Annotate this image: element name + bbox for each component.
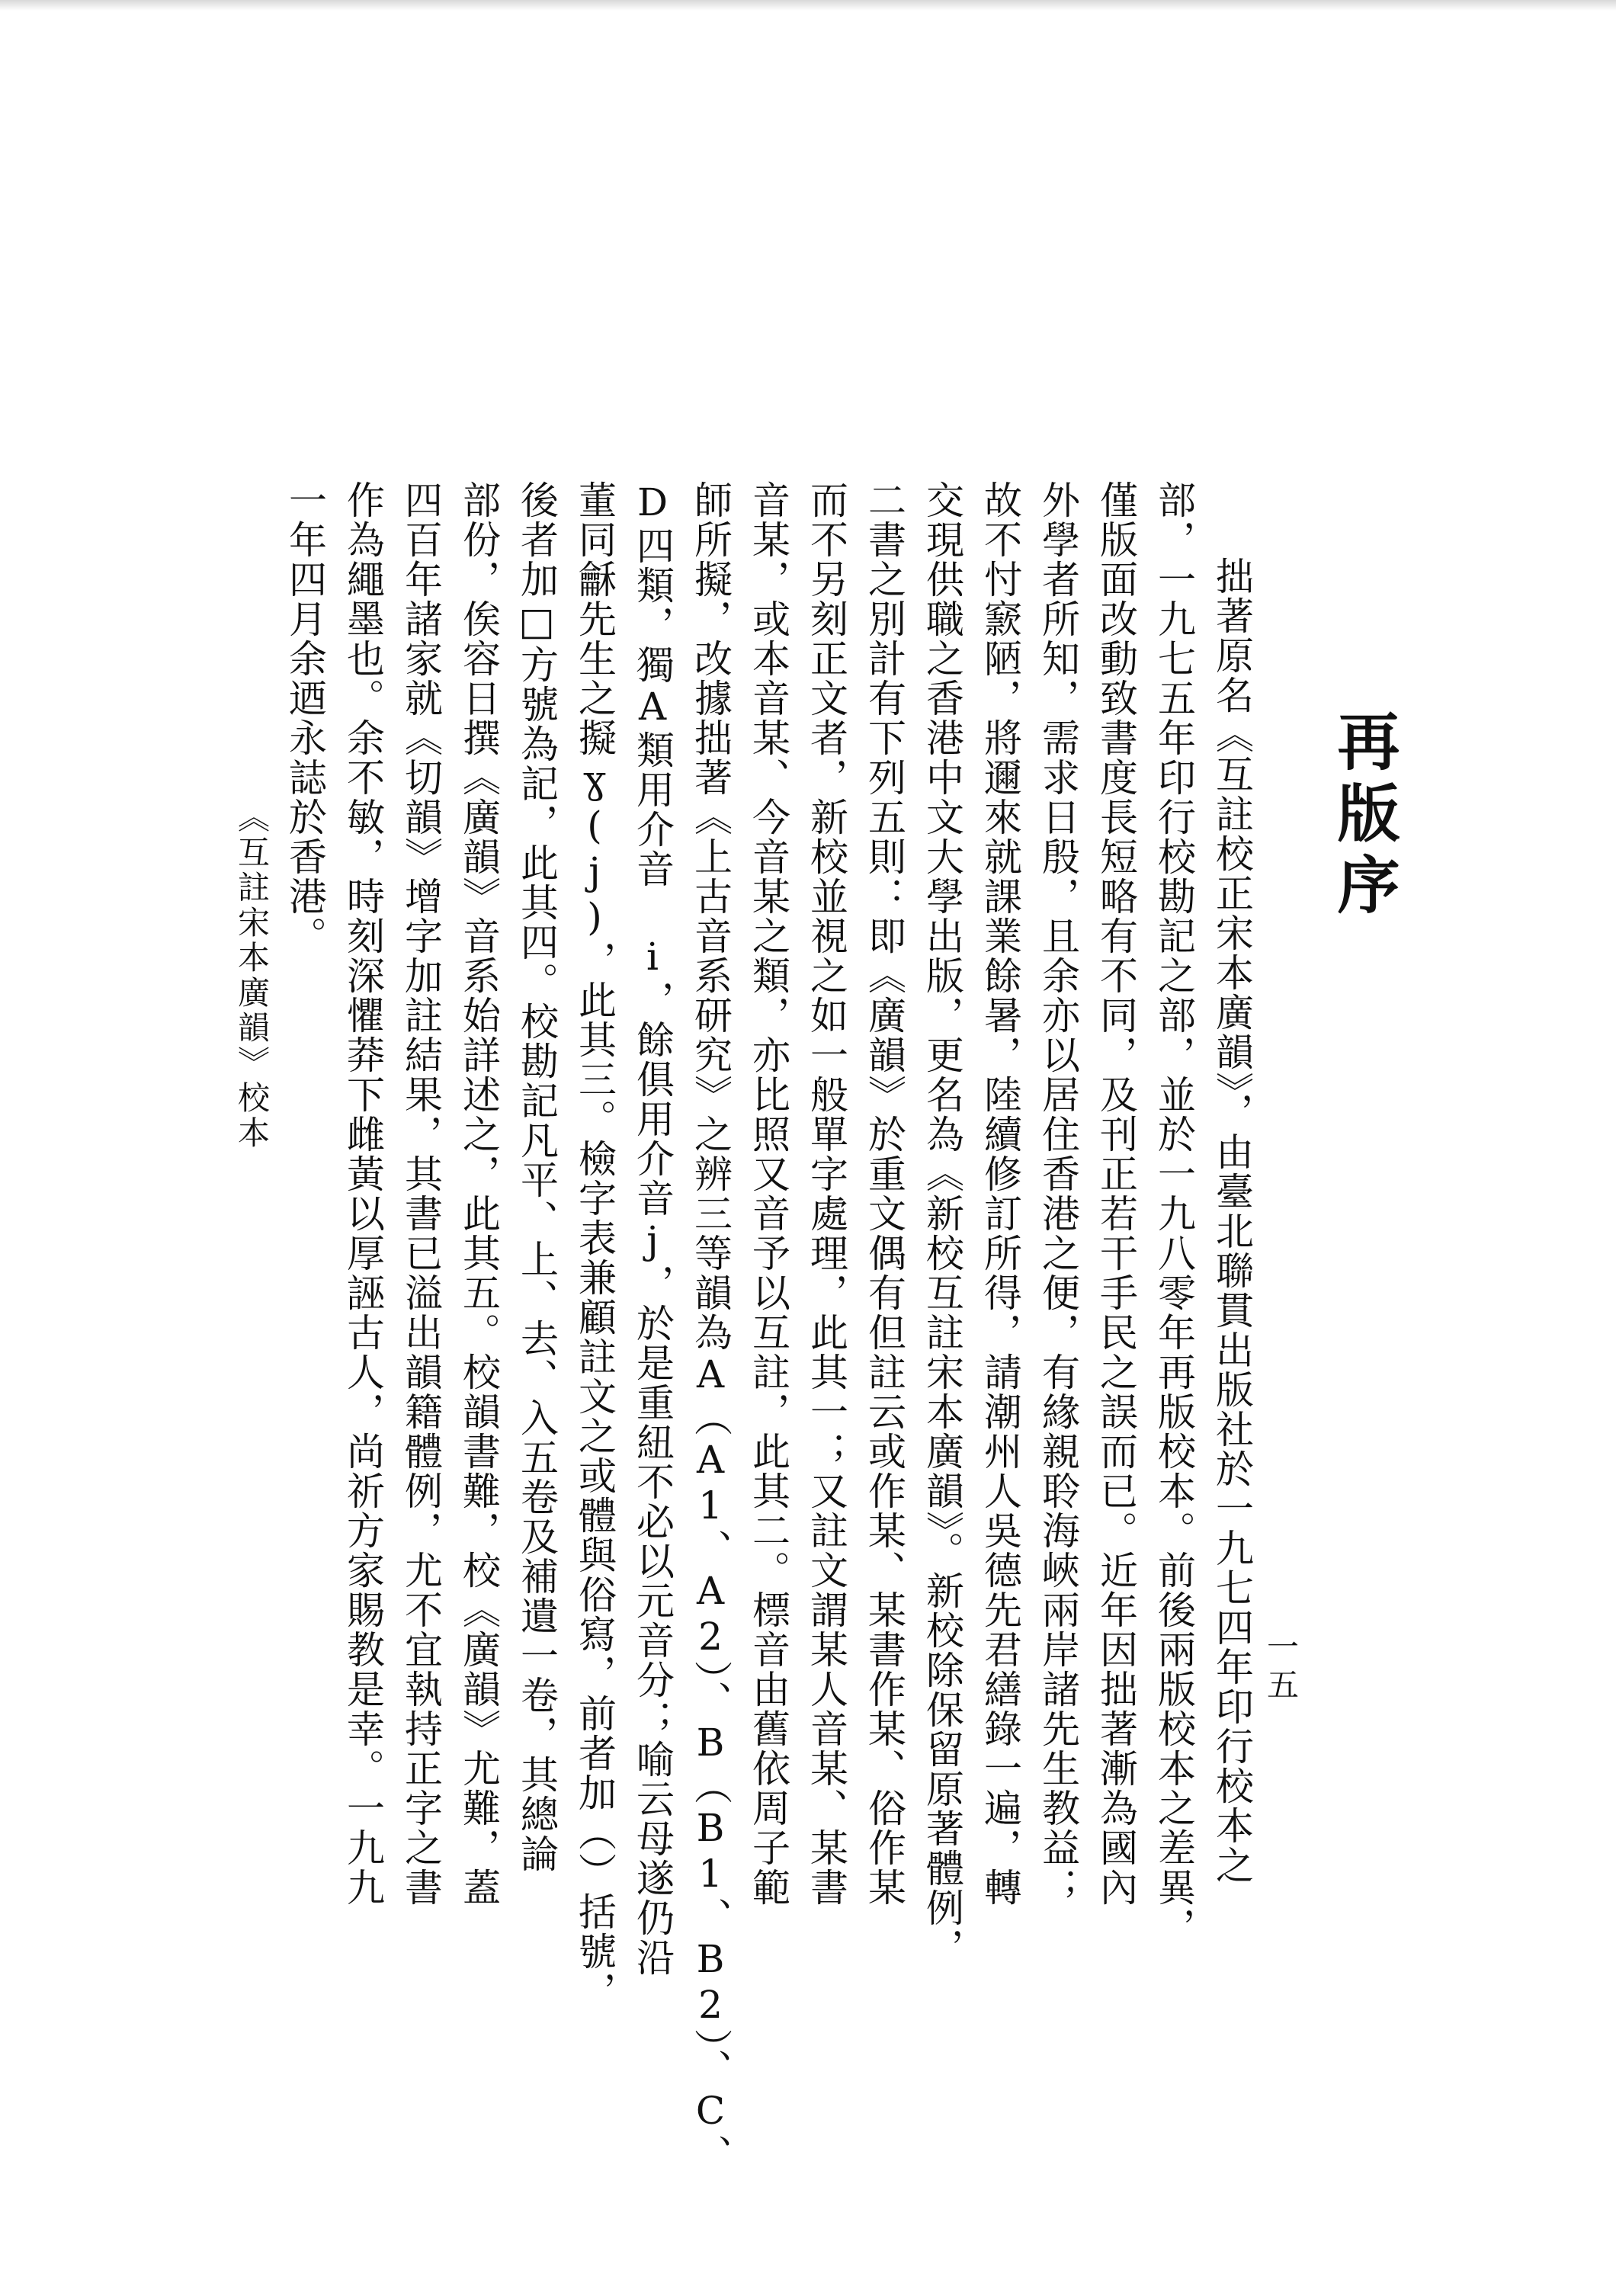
text-column-3: 僅版面改動致書度長短略有不同，及刊正若干手民之誤而已。近年因拙著漸為國內 bbox=[1094, 480, 1138, 1907]
text-column-10: 師所擬，改據拙著《上古音系研究》之辨三等韻為A（A1、A2）、B（B1、B2）、C、 bbox=[688, 480, 733, 2174]
running-footer-title: 《互註宋本廣韻》校本 bbox=[233, 800, 271, 1151]
text-column-17: 一年四月余迺永誌於香港。 bbox=[283, 480, 327, 956]
text-column-4: 外學者所知，需求日殷，且余亦以居住香港之便，有緣親聆海峽兩岸諸先生教益； bbox=[1036, 480, 1080, 1907]
page-title: 再版序 bbox=[1327, 709, 1400, 924]
text-column-15: 四百年諸家就《切韻》增字加註結果，其書已溢出韻籍體例，尤不宜執持正字之書 bbox=[399, 480, 443, 1907]
text-column-7: 二書之別計有下列五則：即《廣韻》於重文偶有但註云或作某、某書作某、俗作某 bbox=[862, 480, 906, 1907]
text-column-13: 後者加□方號為記，此其四。校勘記凡平、上、去、入五卷及補遺一卷，其總論 bbox=[515, 480, 559, 1874]
text-column-9: 音某，或本音某、今音某之類，亦比照又音予以互註，此其二。標音由舊依周子範 bbox=[746, 480, 790, 1907]
text-column-8: 而不另刻正文者，新校並視之如一般單字處理，此其一；又註文謂某人音某、某書 bbox=[804, 480, 848, 1907]
text-column-12: 董同龢先生之擬ɣ(j)，此其三。檢字表兼顧註文之或體與俗寫，前者加（）括號， bbox=[572, 480, 617, 2011]
text-column-2: 部，一九七五年印行校勘記之部，並於一九八零年再版校本。前後兩版校本之差異， bbox=[1152, 480, 1196, 1947]
text-column-6: 交現供職之香港中文大學出版，更名為《新校互註宋本廣韻》。新校除保留原著體例， bbox=[920, 480, 964, 1967]
preface-body bbox=[283, 480, 1261, 2174]
text-column-14: 部份，俟容日撰《廣韻》音系始詳述之，此其五。校韻書難，校《廣韻》尤難，蓋 bbox=[457, 480, 501, 1907]
text-column-1: 拙著原名《互註校正宋本廣韻》，由臺北聯貫出版社於一九七四年印行校本之 bbox=[1210, 556, 1254, 1885]
scan-top-edge bbox=[0, 0, 1616, 11]
text-column-11: D四類，獨A類用介音 i，餘俱用介音j，於是重紐不必以元音分；喻云母遂仍沿 bbox=[630, 480, 675, 1977]
page-number: 一五 bbox=[1262, 1630, 1300, 1706]
text-column-5: 故不忖窾陋，將邇來就課業餘暑，陸續修訂所得，請潮州人吳德先君繕錄一遍，轉 bbox=[978, 480, 1022, 1907]
text-column-16: 作為繩墨也。余不敏，時刻深懼莽下雌黃以厚誣古人，尚祈方家賜教是幸。一九九 bbox=[341, 480, 385, 1907]
